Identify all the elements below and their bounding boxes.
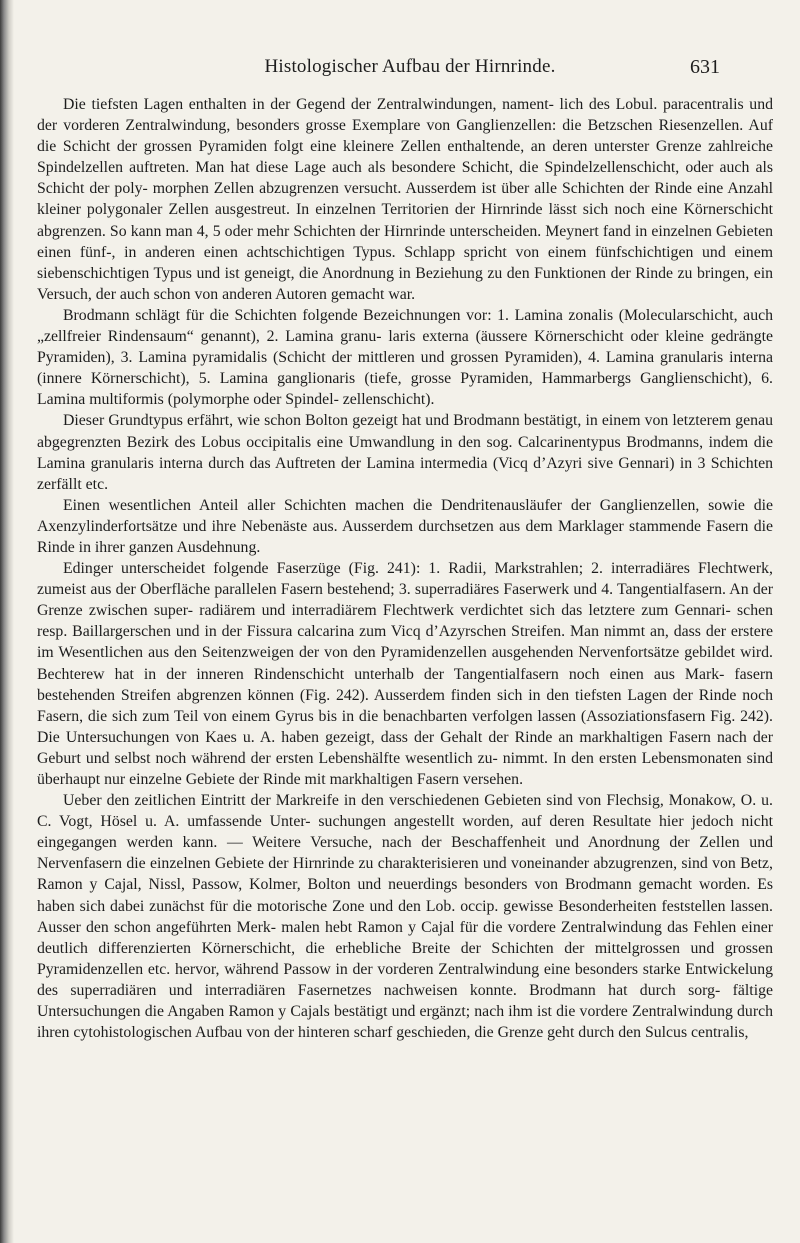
paragraph-brodmann-layers: Brodmann schlägt für die Schichten folgende Bezeichnungen vor: 1. Lamina zonalis (Molecularschicht, auch „zellfreier Rindensaum“ genannt), 2. Lamina granu- laris externa (äussere Körnerschicht oder kleine gedrängte Pyramiden), 3. Lamina pyramidalis (Schicht der mittleren und grossen Pyramiden), 4. Lamina granularis interna (innere Körnerschicht), 5. Lamina ganglionaris (tiefe, grosse Pyramiden, Hammarbergs Ganglienschicht), 6. Lamina multiformis (polymorphe oder Spindel- zellenschicht). (37, 306, 773, 409)
page-header (100, 56, 720, 86)
page-binding-edge (0, 0, 14, 1243)
body-text (37, 94, 773, 1043)
running-title: Histologischer Aufbau der Hirnrinde. (264, 56, 556, 77)
paragraph-edinger-fibers: Edinger unterscheidet folgende Faserzüge (Fig. 241): 1. Radii, Markstrahlen; 2. interradiäres Flechtwerk, zumeist aus der Oberfläche parallelen Fasern bestehend; 3. superradiäres Faserwerk und 4. Tangentialfasern. An der Grenze zwischen super- radiärem und interradiärem Flechtwerk verdichtet sich das letztere zum Gennari- schen resp. Baillargerschen und in der Fissura calcarina zum Vicq d’Azyrschen Streifen. Man nimmt an, dass der erstere im Wesentlichen aus den Seitenzweigen der von den Pyramidenzellen ausgehenden Nervenfortsätze gebildet wird. Bechterew hat in der inneren Rindenschicht unterhalb der Tangentialfasern noch einen aus Mark- fasern bestehenden Streifen abgrenzen können (Fig. 242). Ausserdem finden sich in den tiefsten Lagen der Rinde noch Fasern, die sich zum Teil von einem Gyrus bis in die benachbarten verfolgen lassen (Assoziationsfasern Fig. 242). Die Untersuchungen von Kaes u. A. haben gezeigt, dass der Gehalt der Rinde an markhaltigen Fasern nach der Geburt und selbst noch während der ersten Lebenshälfte wesentlich zu- nimmt. In den ersten Lebensmonaten sind überhaupt nur einzelne Gebiete der Rinde mit markhaltigen Fasern versehen. (37, 560, 773, 788)
paragraph-calcarine-type: Dieser Grundtypus erfährt, wie schon Bolton gezeigt hat und Brodmann bestätigt, in einem von letzterem genau abgegrenzten Bezirk des Lobus occipitalis eine Umwandlung in den sog. Calcarinentypus Brodmanns, indem die Lamina granularis interna durch das Auftreten der Lamina intermedia (Vicq d’Azyri sive Gennari) in 3 Schichten zerfällt etc. (37, 412, 773, 493)
paragraph-dendrites: Einen wesentlichen Anteil aller Schichten machen die Dendritenausläufer der Ganglienzellen, sowie die Axenzylinderfortsätze und ihre Nebenäste aus. Ausserdem durchsetzen aus dem Marklager stammende Fasern die Rinde in ihrer ganzen Ausdehnung. (37, 496, 773, 556)
paragraph-myelination: Ueber den zeitlichen Eintritt der Markreife in den verschiedenen Gebieten sind von Flechsig, Monakow, O. u. C. Vogt, Hösel u. A. umfassende Unter- suchungen angestellt worden, auf deren Resultate hier jedoch nicht eingegangen werden kann. — Weitere Versuche, nach der Beschaffenheit und Anordnung der Zellen und Nervenfasern die einzelnen Gebiete der Hirnrinde zu charakterisieren und voneinander abzugrenzen, sind von Betz, Ramon y Cajal, Nissl, Passow, Kolmer, Bolton und neuerdings besonders von Brodmann gemacht worden. Es haben sich dabei zunächst für die motorische Zone und den Lob. occip. gewisse Besonderheiten feststellen lassen. Ausser den schon angeführten Merk- malen hebt Ramon y Cajal für die vordere Zentralwindung das Fehlen einer deutlich differenzierten Körnerschicht, die erhebliche Breite der Schichten der mittelgrossen und grossen Pyramidenzellen etc. hervor, während Passow in der vorderen Zentralwindung eine besonders starke Entwickelung des superradiären und interradiären Fasernetzes nachweisen konnte. Brodmann hat durch sorg- fältige Untersuchungen die Angaben Ramon y Cajals bestätigt und ergänzt; nach ihm ist die vordere Zentralwindung durch ihren cytohistologischen Aufbau von der hinteren scharf geschieden, die Grenze geht durch den Sulcus centralis, (37, 792, 773, 1042)
page-number: 631 (690, 56, 720, 78)
paragraph-deep-layers: Die tiefsten Lagen enthalten in der Gegend der Zentralwindungen, nament- lich des Lobul. paracentralis und der vorderen Zentralwindung, besonders grosse Exemplare von Ganglienzellen: die Betzschen Riesenzellen. Auf die Schicht der grossen Pyramiden folgt eine kleinere Zellen enthaltende, an deren unterster Grenze zahlreiche Spindelzellen auftreten. Man hat diese Lage auch als besondere Schicht, die Spindelzellenschicht, oder auch als Schicht der poly- morphen Zellen abzugrenzen versucht. Ausserdem ist über alle Schichten der Rinde eine Anzahl kleiner polygonaler Zellen ausgestreut. In einzelnen Territorien der Hirnrinde lässt sich noch eine Körnerschicht abgrenzen. So kann man 4, 5 oder mehr Schichten der Hirnrinde unterscheiden. Meynert fand in einzelnen Gebieten einen fünf-, in anderen einen achtschichtigen Typus. Schlapp spricht von einem fünfschichtigen und einem siebenschichtigen Typus und ist geneigt, die Anordnung in Beziehung zu den Funktionen der Rinde zu bringen, ein Versuch, der auch schon von anderen Autoren gemacht war. (37, 96, 773, 303)
